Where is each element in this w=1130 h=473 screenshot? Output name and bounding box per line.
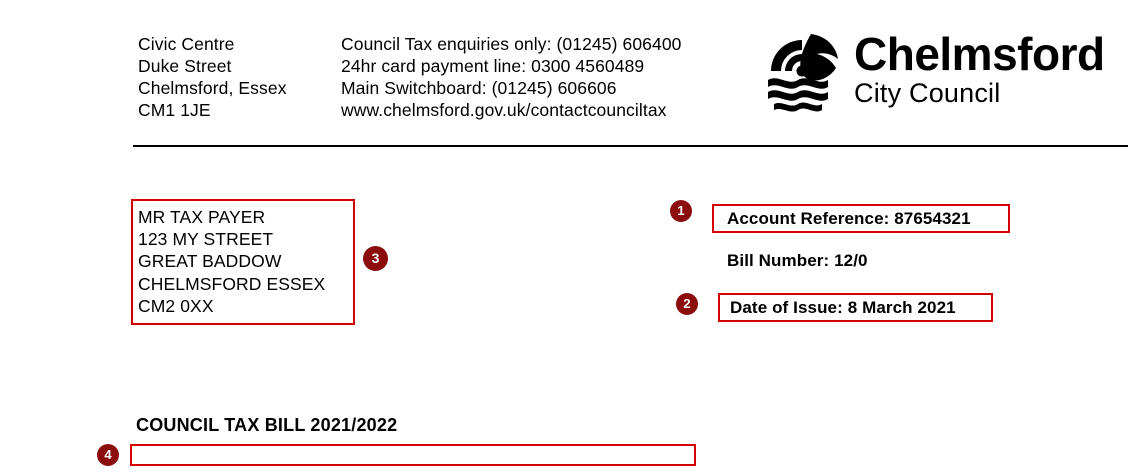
date-of-issue: Date of Issue: 8 March 2021 [730,298,956,317]
chelmsford-leaf-logo-icon [762,30,844,112]
bill-number: Bill Number: 12/0 [727,251,868,270]
council-address-block [138,33,287,121]
header-divider [133,145,1128,147]
contact-line-switchboard: Main Switchboard: (01245) 606606 [341,78,617,98]
council-address-line-4: CM1 1JE [138,100,211,120]
recipient-line-3: GREAT BADDOW [138,251,282,272]
council-address-line-1: Civic Centre [138,34,235,54]
contact-line-card-payment: 24hr card payment line: 0300 4560489 [341,56,645,76]
callout-marker-4: 4 [97,444,119,466]
council-logo-text [854,28,1105,108]
recipient-line-4: CHELMSFORD ESSEX [138,273,326,294]
council-address-line-2: Duke Street [138,56,232,76]
account-reference: Account Reference: 87654321 [727,209,971,228]
council-logo [762,28,1112,118]
recipient-address-block [138,206,325,317]
council-logo-title: Chelmsford [854,28,1105,80]
bill-details-highlight-box [130,444,696,466]
recipient-line-2: 123 MY STREET [138,229,274,250]
council-logo-subtitle: City Council [854,78,1001,108]
callout-marker-3: 3 [363,246,388,271]
contact-website-link[interactable]: www.chelmsford.gov.uk/contactcounciltax [341,100,667,120]
council-address-line-3: Chelmsford, Essex [138,78,287,98]
contact-line-enquiries: Council Tax enquiries only: (01245) 606400 [341,34,682,54]
document-header [0,0,1130,150]
council-contact-block [341,33,682,121]
page-title: COUNCIL TAX BILL 2021/2022 [136,415,398,435]
recipient-line-1: MR TAX PAYER [138,207,266,227]
callout-marker-1: 1 [670,200,692,222]
recipient-line-5: CM2 0XX [138,295,214,316]
callout-marker-2: 2 [676,293,698,315]
